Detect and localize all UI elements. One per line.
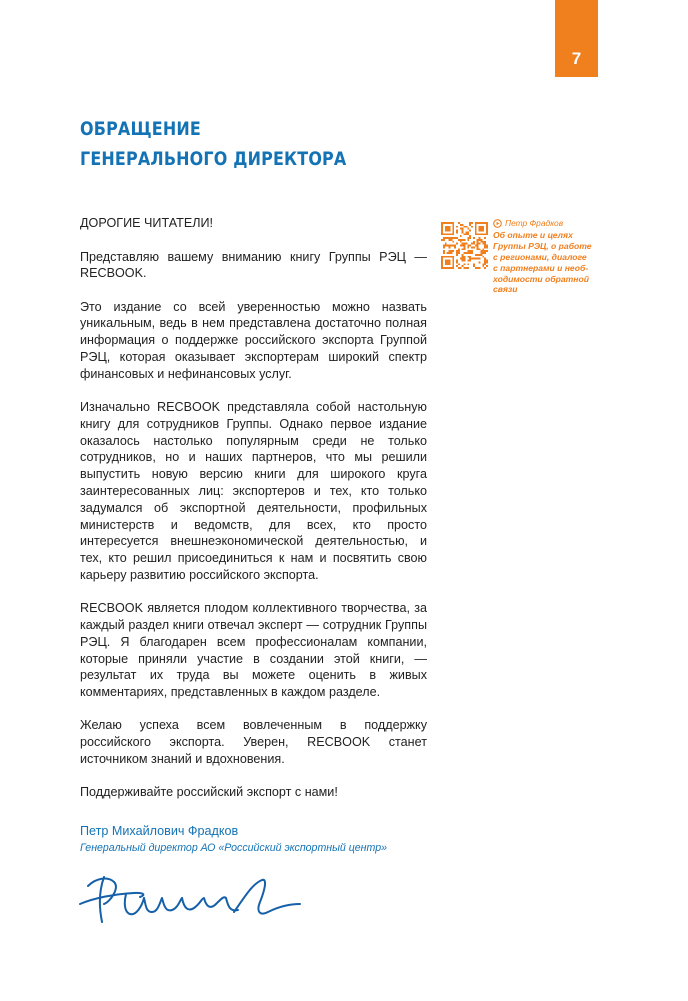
play-circle-icon — [493, 219, 502, 228]
video-author-name: Петр Фрадков — [505, 218, 564, 228]
greeting: ДОРОГИЕ ЧИТАТЕЛИ! — [80, 216, 214, 230]
page-title — [80, 114, 346, 174]
page-title-line-2: ГЕНЕРАЛЬНОГО ДИРЕКТОРА — [80, 148, 347, 170]
paragraph-4: RECBOOK является плодом коллективного творчества, за каждый раздел книги отвечал эксперт — сотрудник Группы РЭЦ. Я благодарен всем профессионалам компании, которые приняли участие в создании этой книги, — результат их труда вы можете оценить в живых комментариях, представленных в каждом разделе. — [80, 601, 427, 700]
handwritten-signature — [74, 868, 306, 928]
page-number-text: 7 — [571, 49, 582, 68]
page-title-line-1: ОБРАЩЕНИЕ — [80, 118, 201, 140]
paragraph-3: Изначально RECBOOK представляла собой настольную книгу для сотрудников Группы. Однако первое издание оказалось настолько популярным среди не только сотрудников, но и наших партнеров, что мы решили выпустить новую версию книги для широкого круга заинтересованных лиц: экспортеров и тех, кто только задумался об экспортной деятельности, профильных министерств и ведомств, для всех, кто просто интересуется внешнеэкономической деятельностью, и тех, кто решил присоединиться к нам и посвятить свою карьеру развитию российского экспорта. — [80, 399, 427, 582]
video-comment — [493, 218, 603, 295]
signatory-name: Петр Михайлович Фрадков — [80, 824, 239, 838]
paragraph-5: Желаю успеха всем вовлеченным в поддержку российского экспорта. Уверен, RECBOOK станет источником знаний и вдохновения. — [80, 718, 427, 766]
paragraph-2: Это издание со всей уверенностью можно назвать уникальным, ведь в нем представлена достаточно полная информация о поддержке российского экспорта Группой РЭЦ, которая оказывает экспортерам широкий спектр финансовых и нефинансовых услуг. — [80, 299, 427, 381]
video-author — [493, 218, 603, 229]
closing-line: Поддерживайте российский экспорт с нами! — [80, 785, 338, 800]
signatory-position: Генеральный директор АО «Российский экспортный центр» — [80, 842, 388, 854]
video-caption: Об опыте и целях Группы РЭЦ, о работе с регионами, диалоге с партнерами и необ- ходимости обратной связи — [493, 229, 592, 295]
qr-code[interactable] — [441, 222, 488, 269]
paragraph-1: Представляю вашему вниманию книгу Группы РЭЦ — RECBOOK. — [80, 249, 427, 281]
letter-body — [80, 215, 427, 817]
page-number — [555, 0, 598, 77]
